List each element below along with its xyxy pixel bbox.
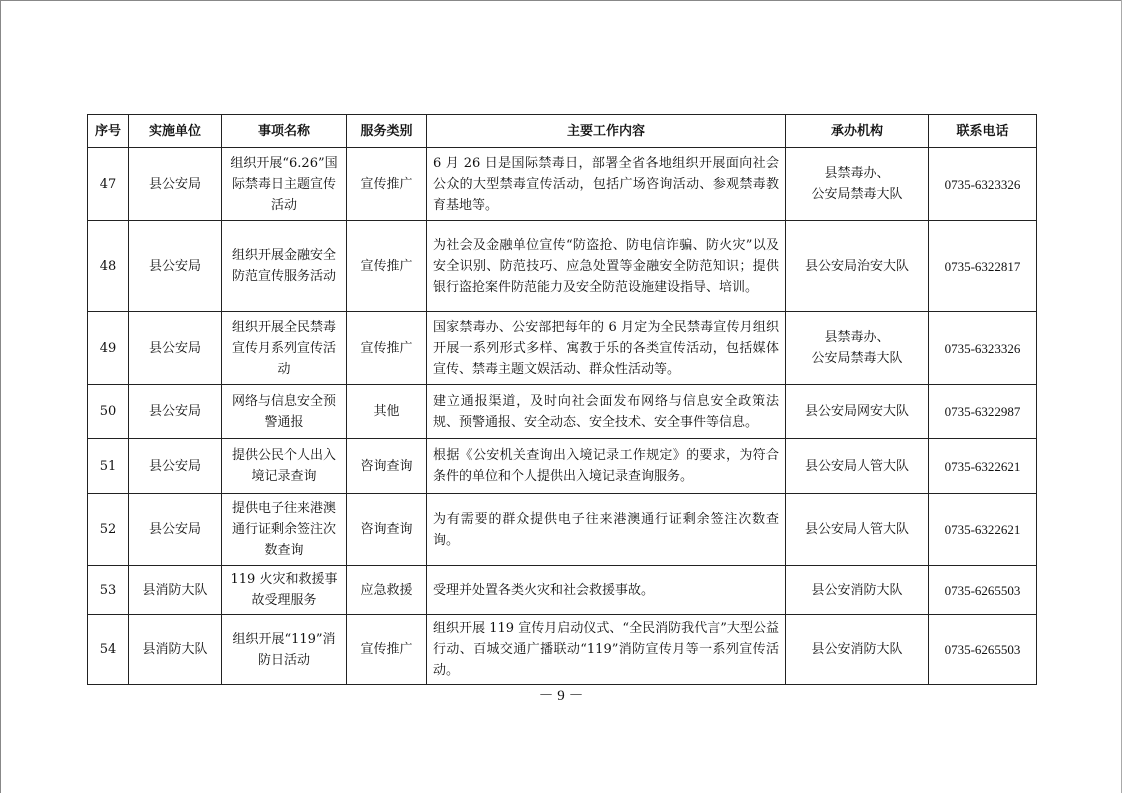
- cell-org: [786, 221, 929, 312]
- cell-unit: 县公安局: [129, 148, 222, 221]
- cell-item: 组织开展全民禁毒宣传月系列宣传活动: [222, 312, 347, 385]
- cell-item: 提供公民个人出入境记录查询: [222, 439, 347, 494]
- table-row: [88, 615, 1037, 685]
- table-row: [88, 221, 1037, 312]
- cell-category: 宣传推广: [347, 312, 427, 385]
- org-line-2: 公安局禁毒大队: [811, 187, 903, 202]
- cell-unit: 县公安局: [129, 221, 222, 312]
- org-line-1: 县公安局人管大队: [804, 522, 909, 537]
- cell-phone: 0735-6323326: [929, 312, 1037, 385]
- cell-item: 组织开展金融安全防范宣传服务活动: [222, 221, 347, 312]
- cell-content: 根据《公安机关查询出入境记录工作规定》的要求，为符合条件的单位和个人提供出入境记录查询服务。: [427, 439, 786, 494]
- header-org: 承办机构: [786, 115, 929, 148]
- cell-no: 47: [88, 148, 129, 221]
- cell-phone: 0735-6323326: [929, 148, 1037, 221]
- org-line-1: 县公安局网安大队: [804, 404, 909, 419]
- table-row: [88, 148, 1037, 221]
- org-line-1: 县公安消防大队: [811, 582, 903, 598]
- table-header-row: [88, 115, 1037, 148]
- cell-org: [786, 439, 929, 494]
- cell-content: 建立通报渠道，及时向社会面发布网络与信息安全政策法规、预警通报、安全动态、安全技术、安全事件等信息。: [427, 385, 786, 439]
- cell-org: [786, 615, 929, 685]
- cell-no: 49: [88, 312, 129, 385]
- page-number: － 9 －: [538, 688, 584, 704]
- org-line-1: 县公安局人管大队: [804, 458, 909, 474]
- table-row: [88, 312, 1037, 385]
- org-line-1: 县禁毒办、: [824, 166, 890, 181]
- table-row: [88, 566, 1037, 615]
- cell-no: 50: [88, 385, 129, 439]
- cell-phone: 0735-6322817: [929, 221, 1037, 312]
- cell-phone: 0735-6265503: [929, 615, 1037, 685]
- header-category: 服务类别: [347, 115, 427, 148]
- cell-content: 受理并处置各类火灾和社会救援事故。: [427, 566, 786, 615]
- cell-item: 提供电子往来港澳通行证剩余签注次数查询: [222, 494, 347, 566]
- cell-phone: 0735-6322621: [929, 439, 1037, 494]
- cell-content: 为有需要的群众提供电子往来港澳通行证剩余签注次数查询。: [427, 494, 786, 566]
- cell-category: 其他: [347, 385, 427, 439]
- cell-no: 52: [88, 494, 129, 566]
- header-item: 事项名称: [222, 115, 347, 148]
- cell-item: 组织开展“119”消防日活动: [222, 615, 347, 685]
- cell-category: 应急救援: [347, 566, 427, 615]
- cell-category: 咨询查询: [347, 494, 427, 566]
- cell-org: [786, 566, 929, 615]
- org-line-2: 公安局禁毒大队: [811, 351, 903, 366]
- cell-category: 咨询查询: [347, 439, 427, 494]
- cell-phone: 0735-6322987: [929, 385, 1037, 439]
- cell-content: 为社会及金融单位宣传“防盗抢、防电信诈骗、防火灾”以及安全识别、防范技巧、应急处置等金融安全防范知识；提供银行盗抢案件防范能力及安全防范设施建设指导、培训。: [427, 221, 786, 312]
- table-row: [88, 385, 1037, 439]
- cell-no: 48: [88, 221, 129, 312]
- header-unit: 实施单位: [129, 115, 222, 148]
- cell-no: 54: [88, 615, 129, 685]
- cell-phone: 0735-6265503: [929, 566, 1037, 615]
- org-line-1: 县公安局治安大队: [804, 258, 909, 274]
- cell-item: 119 火灾和救援事故受理服务: [222, 566, 347, 615]
- org-line-1: 县禁毒办、: [824, 330, 890, 345]
- cell-org: [786, 385, 929, 439]
- cell-category: 宣传推广: [347, 615, 427, 685]
- cell-item: 网络与信息安全预警通报: [222, 385, 347, 439]
- cell-unit: 县公安局: [129, 494, 222, 566]
- cell-unit: 县消防大队: [129, 615, 222, 685]
- header-no: 序号: [88, 115, 129, 148]
- cell-unit: 县公安局: [129, 439, 222, 494]
- service-table: [87, 114, 1037, 685]
- cell-unit: 县消防大队: [129, 566, 222, 615]
- header-phone: 联系电话: [929, 115, 1037, 148]
- table-row: [88, 494, 1037, 566]
- cell-no: 53: [88, 566, 129, 615]
- cell-org: [786, 312, 929, 385]
- org-line-1: 县公安消防大队: [811, 642, 903, 657]
- page-edge-left: [0, 0, 1, 793]
- header-content: 主要工作内容: [427, 115, 786, 148]
- cell-unit: 县公安局: [129, 312, 222, 385]
- cell-content: 国家禁毒办、公安部把每年的 6 月定为全民禁毒宣传月组织开展一系列形式多样、寓教于乐的各类宣传活动，包括媒体宣传、禁毒主题文娱活动、群众性活动等。: [427, 312, 786, 385]
- cell-org: [786, 494, 929, 566]
- cell-content: 组织开展 119 宣传月启动仪式、“全民消防我代言”大型公益行动、百城交通广播联动“119”消防宣传月等一系列宣传活动。: [427, 615, 786, 685]
- cell-phone: 0735-6322621: [929, 494, 1037, 566]
- table-row: [88, 439, 1037, 494]
- page-edge-top: [0, 0, 1122, 1]
- cell-item: 组织开展“6.26”国际禁毒日主题宣传活动: [222, 148, 347, 221]
- cell-content: 6 月 26 日是国际禁毒日，部署全省各地组织开展面向社会公众的大型禁毒宣传活动，包括广场咨询活动、参观禁毒教育基地等。: [427, 148, 786, 221]
- cell-category: 宣传推广: [347, 148, 427, 221]
- cell-no: 51: [88, 439, 129, 494]
- cell-category: 宣传推广: [347, 221, 427, 312]
- cell-unit: 县公安局: [129, 385, 222, 439]
- cell-org: [786, 148, 929, 221]
